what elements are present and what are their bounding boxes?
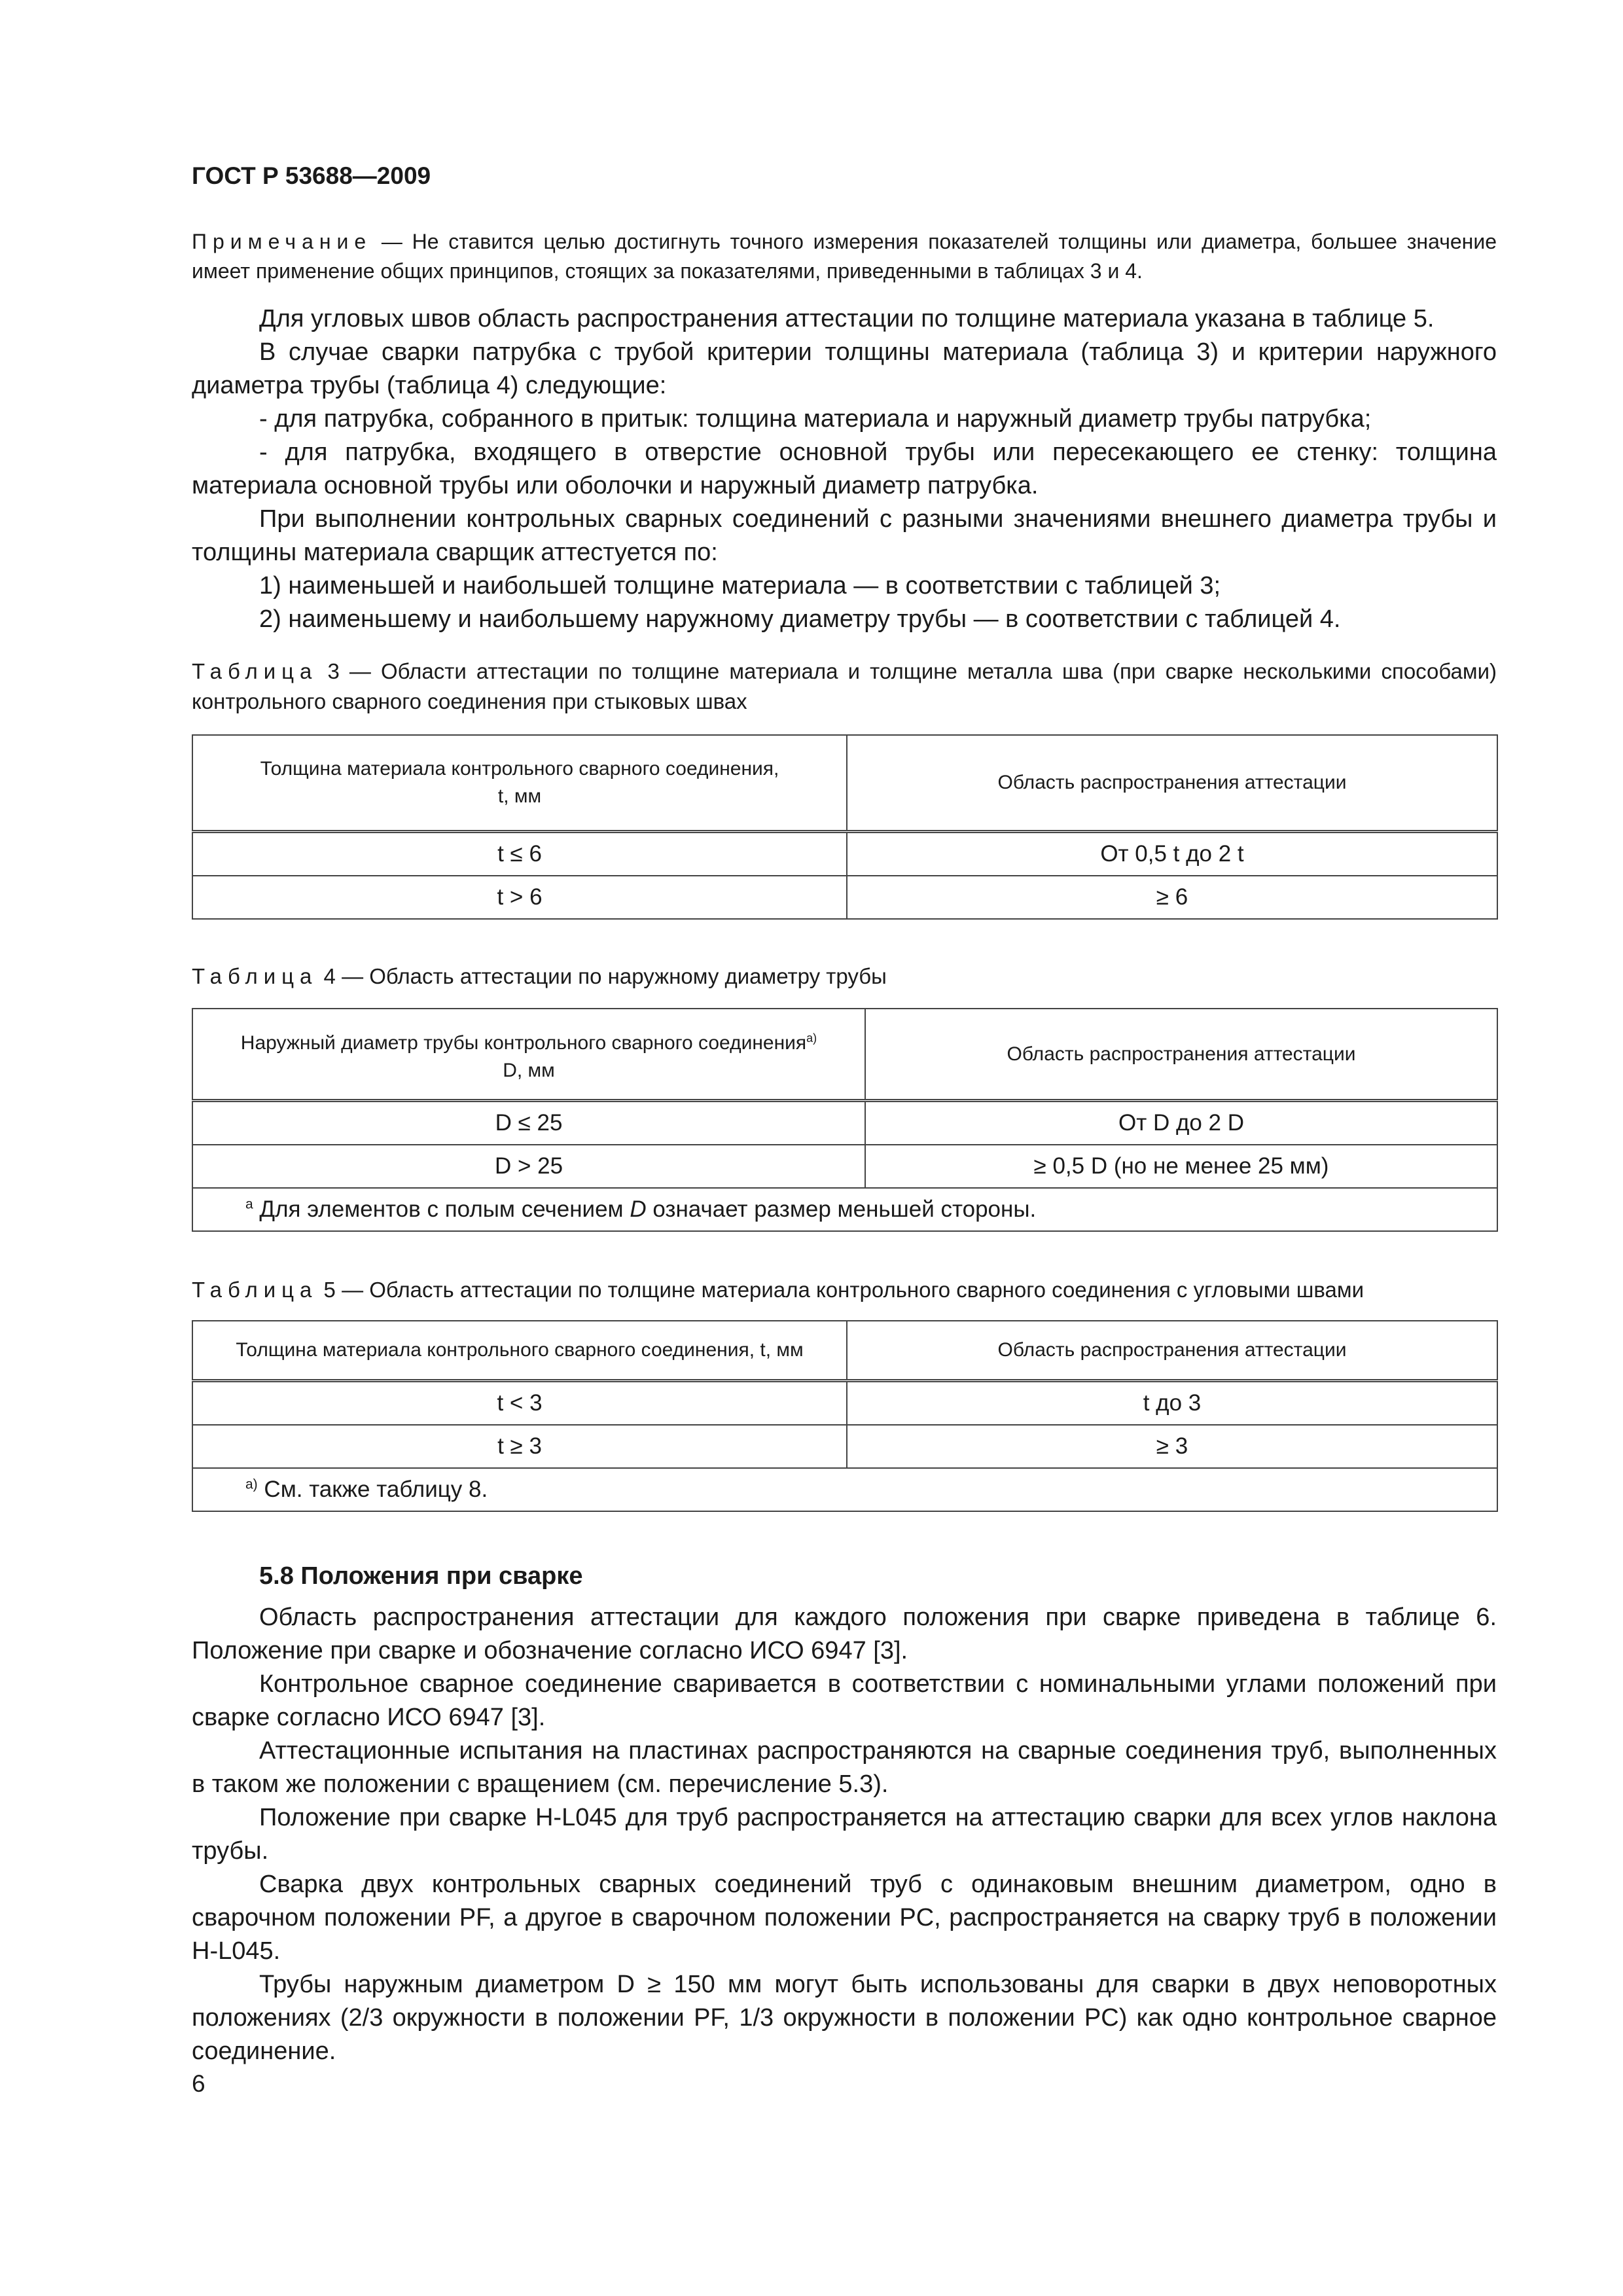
intro-list-item-1: - для патрубка, собранного в притык: толщина материала и наружный диаметр трубы патрубка; (259, 405, 1372, 433)
table-cell: От 0,5 t до 2 t (847, 832, 1497, 876)
table-3 (192, 734, 1498, 920)
section-text (192, 1601, 1497, 2068)
table-cell: ≥ 6 (847, 876, 1497, 919)
note-text: — Не ставится целью достигнуть точного измерения показателей толщины или диаметра, большее значение имеет применение общих принципов, стоящих за показателями, приведенными в таблицах 3 и 4. (192, 230, 1497, 283)
table-header-row (192, 1009, 1497, 1101)
table-cell: D ≤ 25 (192, 1101, 865, 1145)
table-cell: ≥ 3 (847, 1425, 1497, 1468)
table-header-cell: Область распространения аттестации (865, 1009, 1497, 1101)
table-footnote: $^{а)}$ См. также таблицу 8. (192, 1468, 1497, 1511)
table-cell: t ≥ 3 (192, 1425, 847, 1468)
table-footnote-row (192, 1468, 1497, 1511)
table-header-row (192, 1321, 1497, 1381)
note-paragraph (192, 227, 1497, 286)
table-cell: t < 3 (192, 1381, 847, 1426)
note-block (192, 227, 1497, 286)
section-title: 5.8 Положения при сварке (259, 1562, 583, 1590)
table-3-caption (192, 656, 1497, 717)
table-4-caption-text: 4 — Область аттестации по наружному диаметру трубы (317, 964, 887, 988)
table-header-cell: Область распространения аттестации (847, 1321, 1497, 1381)
table-4-caption (192, 961, 1497, 992)
table-cell: ≥ 0,5 D (но не менее 25 мм) (865, 1145, 1497, 1188)
table-header-cell: Наружный диаметр трубы контрольного сварного соединения$^{а)}$ D, мм (192, 1009, 865, 1101)
table-3-label: Таблица (192, 659, 318, 683)
table-cell: t ≤ 6 (192, 832, 847, 876)
table-cell: D > 25 (192, 1145, 865, 1188)
table-cell: От D до 2 D (865, 1101, 1497, 1145)
table-5-caption-text: 5 — Область аттестации по толщине материала контрольного сварного соединения с угловыми швами (317, 1278, 1364, 1302)
table-row (192, 1101, 1497, 1145)
document-code: ГОСТ Р 53688—2009 (192, 162, 431, 189)
table-footnote: $^а$ Для элементов с полым сечением D означает размер меньшей стороны. (192, 1188, 1497, 1231)
section-paragraph-3: Аттестационные испытания на пластинах распространяются на сварные соединения труб, выполненных в таком же положении с вращением (см. перечисление 5.3). (192, 1737, 1497, 1798)
intro-paragraph-3: При выполнении контрольных сварных соединений с разными значениями внешнего диаметра трубы и толщины материала сварщик аттестуется по: (192, 505, 1497, 566)
section-paragraph-5: Сварка двух контрольных сварных соединений труб с одинаковым внешним диаметром, одно в сварочном положении PF, а другое в сварочном положении PC, распространяется на сварку труб в положении H-L045. (192, 1871, 1497, 1965)
table-cell: t > 6 (192, 876, 847, 919)
table-row (192, 1381, 1497, 1426)
page-number: 6 (192, 2070, 205, 2097)
table-5 (192, 1320, 1498, 1512)
table-5-label: Таблица (192, 1278, 318, 1302)
table-header-cell: Область распространения аттестации (847, 735, 1497, 832)
intro-text (192, 302, 1497, 636)
table-header-cell: Толщина материала контрольного сварного соединения, t, мм (192, 1321, 847, 1381)
table-cell: t до 3 (847, 1381, 1497, 1426)
table-3-caption-text: 3 — Области аттестации по толщине материала и толщине металла шва (при сварке несколькими способами) контрольного сварного соединения при стыковых швах (192, 659, 1497, 713)
table-4 (192, 1008, 1498, 1232)
table-4-label: Таблица (192, 964, 318, 988)
table-header-cell: Толщина материала контрольного сварного соединения, t, мм (192, 735, 847, 832)
table-row (192, 832, 1497, 876)
intro-list-item-2: - для патрубка, входящего в отверстие основной трубы или пересекающего ее стенку: толщина материала основной трубы или оболочки и наружный диаметр патрубка. (192, 439, 1497, 499)
table-5-caption (192, 1275, 1497, 1305)
intro-paragraph-2: В случае сварки патрубка с трубой критерии толщины материала (таблица 3) и критерии наружного диаметра трубы (таблица 4) следующие: (192, 338, 1497, 399)
intro-ordered-item-1: 1) наименьшей и наибольшей толщине материала — в соответствии с таблицей 3; (259, 572, 1221, 600)
section-paragraph-4: Положение при сварке H-L045 для труб распространяется на аттестацию сварки для всех углов наклона трубы. (192, 1804, 1497, 1865)
section-paragraph-2: Контрольное сварное соединение сваривается в соответствии с номинальными углами положений при сварке согласно ИСО 6947 [3]. (192, 1670, 1497, 1731)
intro-ordered-item-2: 2) наименьшему и наибольшему наружному диаметру трубы — в соответствии с таблицей 4. (259, 605, 1341, 633)
table-row (192, 876, 1497, 919)
table-row (192, 1425, 1497, 1468)
intro-paragraph-1: Для угловых швов область распространения аттестации по толщине материала указана в таблице 5. (259, 305, 1435, 332)
note-label: Примечание (192, 230, 372, 253)
table-header-row (192, 735, 1497, 832)
section-paragraph-6: Трубы наружным диаметром D ≥ 150 мм могут быть использованы для сварки в двух неповоротных положениях (2/3 окружности в положении PF, 1/3 окружности в положении PC) как одно контрольное сварное соединение. (192, 1971, 1497, 2065)
table-footnote-row (192, 1188, 1497, 1231)
table-row (192, 1145, 1497, 1188)
section-paragraph-1: Область распространения аттестации для каждого положения при сварке приведена в таблице 6. Положение при сварке и обозначение согласно ИСО 6947 [3]. (192, 1604, 1497, 1664)
